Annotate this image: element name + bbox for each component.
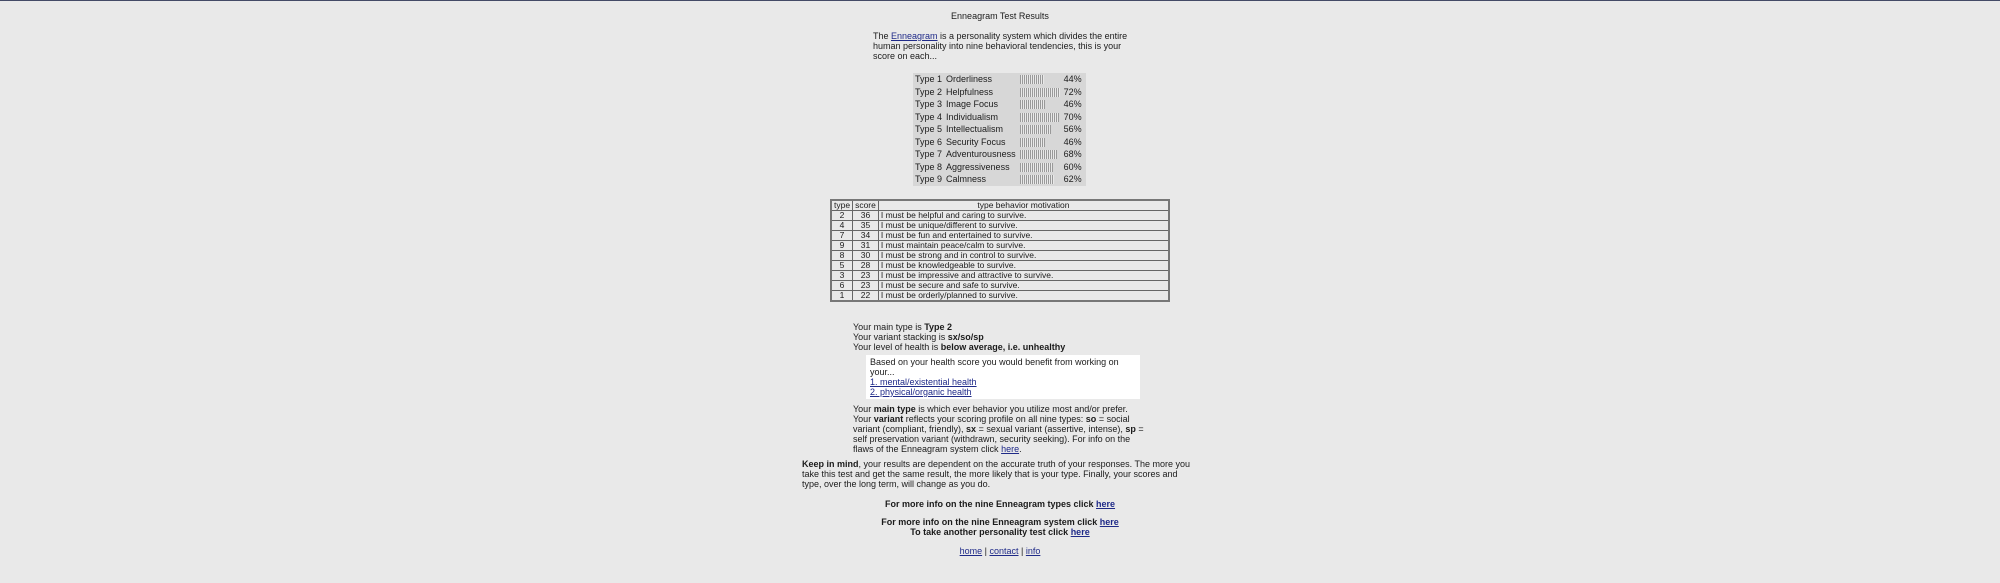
score-table (913, 73, 1084, 186)
score-row (913, 148, 1084, 161)
footer-separator: | (1018, 546, 1026, 556)
row-motivation: I must be helpful and caring to survive. (878, 211, 1169, 221)
health-label: Your level of health is (853, 342, 941, 352)
score-row (913, 173, 1084, 186)
row-motivation: I must be strong and in control to survive. (878, 251, 1169, 261)
main-type-line (853, 322, 1065, 332)
score-name: Individualism (946, 111, 999, 122)
score-bar (1020, 113, 1059, 122)
page-title: Enneagram Test Results (951, 11, 1049, 21)
row-motivation: I must be impressive and attractive to survive. (878, 271, 1169, 281)
explain-text-3: reflects your scoring profile on all nine types: (903, 414, 1086, 424)
score-row (913, 73, 1084, 86)
score-percent: 56% (1063, 124, 1082, 135)
score-bar (1020, 150, 1057, 159)
score-bar (1020, 88, 1060, 97)
explanation-paragraph (853, 404, 1145, 454)
score-name: Calmness (946, 174, 987, 185)
footer-home-link[interactable]: home (959, 546, 983, 556)
score-row (913, 136, 1084, 149)
score-bar (1020, 100, 1045, 109)
score-bar-cell (1018, 86, 1062, 99)
row-score: 28 (853, 261, 879, 271)
motivation-row (831, 271, 1169, 281)
score-bar (1020, 138, 1045, 147)
score-percent: 46% (1063, 136, 1082, 147)
more-types-text: For more info on the nine Enneagram types click (884, 499, 1097, 509)
intro-paragraph (873, 31, 1135, 61)
keep-in-mind-text: , your results are dependent on the accurate truth of your responses. The more you take this test and get the same result, the more likely that is your type. Finally, your scores and type, over the long term, will change as you do. (802, 459, 1191, 489)
explain-text-2: is which ever behavior you utilize most and/or prefer. Your (853, 404, 1128, 424)
score-type: Type 4 (915, 111, 943, 122)
row-type: 9 (831, 241, 853, 251)
explain-bold-main-type: main type (873, 404, 916, 414)
benefit-box (866, 355, 1140, 399)
row-score: 23 (853, 281, 879, 291)
score-type: Type 2 (915, 86, 943, 97)
footer-nav (0, 546, 2000, 556)
more-system-text: For more info on the nine Enneagram system click (881, 517, 1100, 527)
explain-text-4: = social variant (compliant, friendly), (853, 414, 1130, 434)
score-name: Orderliness (946, 74, 993, 85)
motivation-header-row (831, 200, 1169, 211)
main-type-label: Your main type is (853, 322, 925, 332)
more-system-link[interactable]: here (1099, 517, 1119, 527)
row-motivation: I must be secure and safe to survive. (878, 281, 1169, 291)
score-name: Aggressiveness (946, 161, 1010, 172)
health-value: below average, i.e. unhealthy (940, 342, 1066, 352)
row-score: 36 (853, 211, 879, 221)
motivation-row (831, 221, 1169, 231)
score-bar-cell (1018, 111, 1062, 124)
explain-text-6: = self preservation variant (withdrawn, security seeking). For info on the flaws of the Enneagram system click (853, 424, 1144, 454)
row-score: 35 (853, 221, 879, 231)
row-type: 1 (831, 291, 853, 302)
footer-info-link[interactable]: info (1025, 546, 1041, 556)
more-types-link[interactable]: here (1096, 499, 1116, 509)
score-name: Security Focus (946, 136, 1006, 147)
score-percent: 62% (1063, 174, 1082, 185)
score-bar-cell (1018, 98, 1062, 111)
row-type: 7 (831, 231, 853, 241)
score-type: Type 1 (915, 74, 943, 85)
more-system-block (0, 517, 2000, 537)
score-bar-cell (1018, 148, 1062, 161)
row-type: 4 (831, 221, 853, 231)
top-border (0, 0, 2000, 1)
row-type: 3 (831, 271, 853, 281)
motivation-row (831, 281, 1169, 291)
row-score: 34 (853, 231, 879, 241)
main-type-value: Type 2 (924, 322, 953, 332)
row-score: 22 (853, 291, 879, 302)
row-motivation: I must be fun and entertained to survive. (878, 231, 1169, 241)
score-type: Type 6 (915, 136, 943, 147)
score-bar (1020, 163, 1053, 172)
footer-contact-link[interactable]: contact (989, 546, 1019, 556)
row-score: 31 (853, 241, 879, 251)
keep-in-mind-paragraph (802, 459, 1194, 489)
score-bar-cell (1018, 161, 1062, 174)
score-percent: 70% (1063, 111, 1082, 122)
score-type: Type 9 (915, 174, 943, 185)
motivation-table (830, 199, 1170, 302)
row-score: 30 (853, 251, 879, 261)
score-row (913, 161, 1084, 174)
benefit-text: Based on your health score you would benefit from working on your... (870, 357, 1119, 377)
score-bar-cell (1018, 123, 1062, 136)
score-row (913, 98, 1084, 111)
score-type: Type 5 (915, 124, 943, 135)
summary (853, 322, 1065, 352)
explain-text-5: = sexual variant (assertive, intense), (976, 424, 1126, 434)
more-types-line (0, 499, 2000, 509)
another-test-text: To take another personality test click (910, 527, 1071, 537)
score-percent: 68% (1063, 149, 1082, 160)
flaws-here-link[interactable]: here (1001, 444, 1020, 454)
explain-text-7: . (1019, 444, 1022, 454)
score-row (913, 111, 1084, 124)
row-type: 5 (831, 261, 853, 271)
explain-bold-sp: sp (1125, 424, 1136, 434)
enneagram-link[interactable]: Enneagram (891, 31, 938, 41)
score-type: Type 3 (915, 99, 943, 110)
header-motivation: type behavior motivation (878, 200, 1169, 211)
header-type: type (831, 200, 853, 211)
row-motivation: I must maintain peace/calm to survive. (878, 241, 1169, 251)
header-score: score (853, 200, 879, 211)
score-row (913, 123, 1084, 136)
motivation-row (831, 291, 1169, 302)
mental-health-link[interactable]: 1. mental/existential health (870, 377, 977, 387)
explain-bold-variant: variant (873, 414, 904, 424)
variant-line (853, 332, 1065, 342)
motivation-row (831, 251, 1169, 261)
score-name: Image Focus (946, 99, 999, 110)
intro-post: is a personality system which divides the entire human personality into nine behavioral tendencies, this is your score on each... (873, 31, 1128, 61)
score-percent: 46% (1063, 99, 1082, 110)
keep-in-mind-bold: Keep in mind (802, 459, 859, 469)
physical-health-link[interactable]: 2. physical/organic health (870, 387, 972, 397)
score-row (913, 86, 1084, 99)
score-bar-cell (1018, 136, 1062, 149)
intro-pre: The (873, 31, 892, 41)
variant-label: Your variant stacking is (853, 332, 948, 342)
score-name: Adventurousness (946, 149, 1016, 160)
health-line (853, 342, 1065, 352)
score-bar (1020, 75, 1044, 84)
score-bar-cell (1018, 173, 1062, 186)
score-bar (1020, 175, 1054, 184)
variant-value: sx/so/sp (947, 332, 984, 342)
score-name: Helpfulness (946, 86, 994, 97)
motivation-row (831, 231, 1169, 241)
row-type: 6 (831, 281, 853, 291)
score-percent: 72% (1063, 86, 1082, 97)
score-bar (1020, 125, 1051, 134)
score-type: Type 8 (915, 161, 943, 172)
another-test-link[interactable]: here (1070, 527, 1090, 537)
score-bar-cell (1018, 73, 1062, 86)
explain-bold-sx: sx (966, 424, 977, 434)
row-type: 2 (831, 211, 853, 221)
motivation-row (831, 241, 1169, 251)
row-type: 8 (831, 251, 853, 261)
explain-bold-so: so (1085, 414, 1097, 424)
score-name: Intellectualism (946, 124, 1004, 135)
score-box (913, 73, 1086, 186)
score-percent: 60% (1063, 161, 1082, 172)
row-motivation: I must be knowledgeable to survive. (878, 261, 1169, 271)
score-percent: 44% (1063, 74, 1082, 85)
score-type: Type 7 (915, 149, 943, 160)
row-score: 23 (853, 271, 879, 281)
row-motivation: I must be orderly/planned to survive. (878, 291, 1169, 302)
motivation-row (831, 211, 1169, 221)
motivation-row (831, 261, 1169, 271)
explain-text-1: Your (853, 404, 874, 414)
row-motivation: I must be unique/different to survive. (878, 221, 1169, 231)
footer-separator: | (982, 546, 990, 556)
